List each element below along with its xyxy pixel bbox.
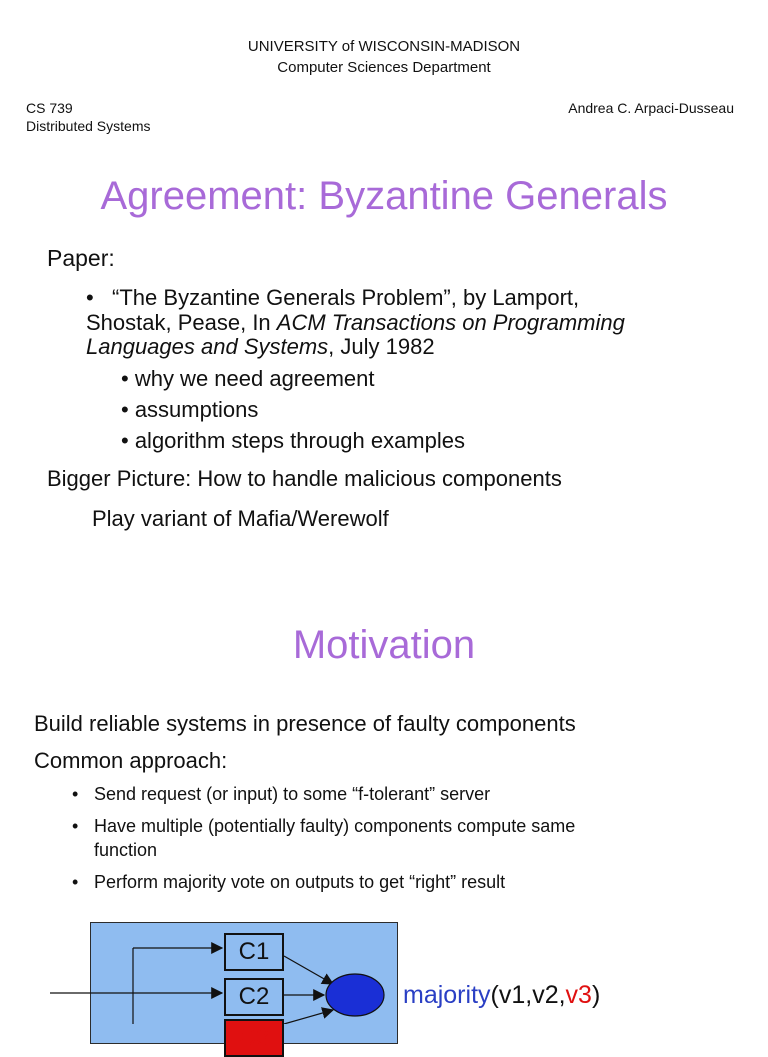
citation-journal-1: ACM Transactions on Programming [276,310,625,335]
bigger-picture: Bigger Picture: How to handle malicious components [47,466,562,491]
citation-line-1 [86,285,579,310]
citation-authors: Shostak, Pease, In [86,310,277,335]
component-c2: C2 [224,978,284,1016]
bullet-text: Have multiple (potentially faulty) components compute same [94,816,576,836]
sub-bullet-item: • why we need agreement [121,366,375,391]
bullet-text: Perform majority vote on outputs to get “right” result [94,872,506,892]
majority-word: majority [403,981,491,1009]
department-name: Computer Sciences Department [277,59,491,76]
citation-journal-2: Languages and Systems [86,334,329,359]
sub-bullet-item: • assumptions [121,397,259,422]
citation-date: , July 1982 [328,334,435,359]
faulty-value: v3 [565,981,592,1009]
motivation-bullet [72,814,575,838]
course-name: Distributed Systems [26,118,151,134]
majority-function [403,980,600,1010]
motivation-line-2: Common approach: [34,748,228,773]
slide1-title: Agreement: Byzantine Generals [100,174,668,218]
motivation-bullet [72,870,505,894]
sub-bullet-item: • algorithm steps through examples [121,428,465,453]
bullet-dot: • [72,784,79,804]
motivation-bullet [72,782,490,806]
diagram-connectors [0,900,768,1024]
component-c3-faulty: C3 [224,1019,284,1057]
component-c1: C1 [224,933,284,971]
slide2-title: Motivation [292,623,476,667]
citation-line-2 [86,310,625,335]
bullet-text: Send request (or input) to some “f-tolerant” server [94,784,491,804]
paper-label: Paper: [47,245,115,271]
majority-args: (v1,v2, [490,981,566,1009]
citation-text-1: “The Byzantine Generals Problem”, by Lamport, [112,285,580,310]
citation-line-3 [86,334,435,359]
c3-to-voter-arrow [284,1010,333,1024]
c1-to-voter-arrow [284,956,333,984]
university-name: UNIVERSITY of WISCONSIN-MADISON [247,38,521,55]
bullet-dot: • [72,816,79,836]
course-code: CS 739 [26,100,73,116]
citation-bullet: • [86,285,94,310]
instructor-name: Andrea C. Arpaci-Dusseau [568,100,734,116]
majority-close: ) [591,981,601,1009]
bullet-continuation: function [94,840,158,860]
play-variant: Play variant of Mafia/Werewolf [92,506,389,531]
majority-voter [326,974,384,1016]
bullet-dot: • [72,872,79,892]
motivation-line-1: Build reliable systems in presence of faulty components [34,711,576,736]
